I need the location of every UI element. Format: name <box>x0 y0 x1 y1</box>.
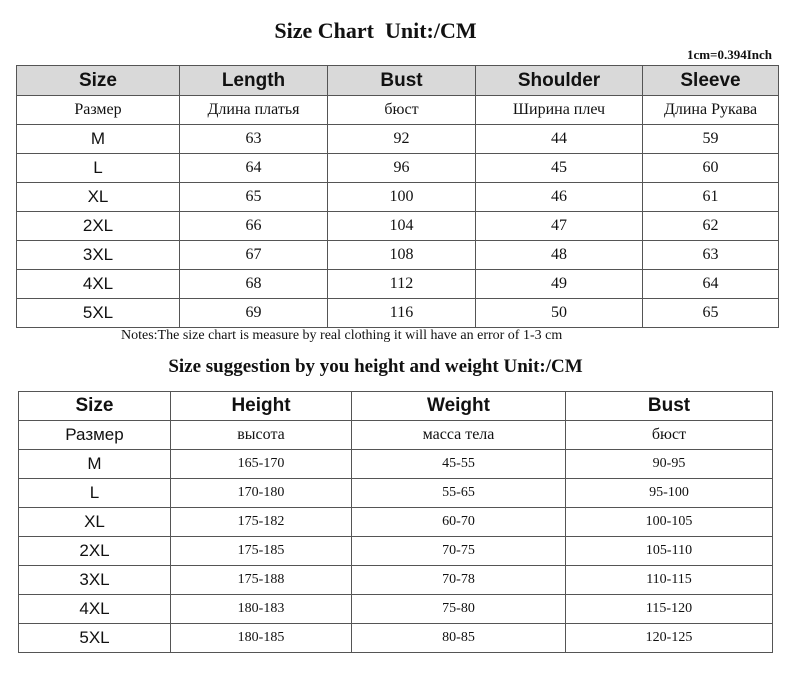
suggestion-value-cell: 180-185 <box>171 624 352 653</box>
suggestion-row <box>19 479 773 508</box>
size-chart-table <box>16 65 779 328</box>
size-chart-column-subheader: Длина Рукава <box>643 96 779 125</box>
size-chart-size-cell: 5XL <box>17 299 180 328</box>
size-chart-value-cell: 48 <box>476 241 643 270</box>
size-chart-header-row <box>17 66 779 96</box>
size-chart-title: Size Chart Unit:/CM <box>274 18 477 43</box>
suggestion-value-cell: 105-110 <box>566 537 773 566</box>
size-chart-size-cell: XL <box>17 183 180 212</box>
suggestion-value-cell: 170-180 <box>171 479 352 508</box>
suggestion-column-header: Height <box>171 392 352 421</box>
size-chart-value-cell: 112 <box>328 270 476 299</box>
size-chart-row <box>17 299 779 328</box>
suggestion-value-cell: 175-182 <box>171 508 352 537</box>
suggestion-value-cell: 165-170 <box>171 450 352 479</box>
suggestion-subheader-row <box>19 421 773 450</box>
size-chart-value-cell: 44 <box>476 125 643 154</box>
suggestion-value-cell: 45-55 <box>352 450 566 479</box>
suggestion-row <box>19 595 773 624</box>
size-chart-column-header: Shoulder <box>476 66 643 96</box>
size-chart-row <box>17 125 779 154</box>
size-chart-value-cell: 47 <box>476 212 643 241</box>
size-chart-size-cell: M <box>17 125 180 154</box>
size-chart-value-cell: 96 <box>328 154 476 183</box>
suggestion-value-cell: 175-188 <box>171 566 352 595</box>
size-chart-size-cell: 3XL <box>17 241 180 270</box>
suggestion-row <box>19 624 773 653</box>
suggestion-value-cell: 100-105 <box>566 508 773 537</box>
size-chart-column-header: Sleeve <box>643 66 779 96</box>
notes-text: Notes:The size chart is measure by real clothing it will have an error of 1-3 cm <box>121 328 563 343</box>
size-chart-column-subheader: Размер <box>17 96 180 125</box>
size-chart-value-cell: 67 <box>180 241 328 270</box>
size-chart-value-cell: 49 <box>476 270 643 299</box>
size-chart-size-cell: 2XL <box>17 212 180 241</box>
suggestion-value-cell: 70-78 <box>352 566 566 595</box>
size-chart-column-header: Size <box>17 66 180 96</box>
size-chart-value-cell: 116 <box>328 299 476 328</box>
size-chart-row <box>17 241 779 270</box>
size-chart-value-cell: 65 <box>180 183 328 212</box>
suggestion-row <box>19 537 773 566</box>
suggestion-value-cell: 70-75 <box>352 537 566 566</box>
suggestion-column-header: Weight <box>352 392 566 421</box>
size-suggestion-table <box>18 391 773 653</box>
size-chart-value-cell: 63 <box>643 241 779 270</box>
suggestion-row <box>19 566 773 595</box>
suggestion-column-header: Bust <box>566 392 773 421</box>
suggestion-size-cell: M <box>19 450 171 479</box>
suggestion-column-subheader: Размер <box>19 421 171 450</box>
suggestion-column-subheader: бюст <box>566 421 773 450</box>
size-chart-value-cell: 92 <box>328 125 476 154</box>
suggestion-value-cell: 60-70 <box>352 508 566 537</box>
size-chart-value-cell: 61 <box>643 183 779 212</box>
suggestion-value-cell: 115-120 <box>566 595 773 624</box>
size-chart-value-cell: 65 <box>643 299 779 328</box>
size-chart-value-cell: 68 <box>180 270 328 299</box>
size-chart-value-cell: 104 <box>328 212 476 241</box>
size-chart-row <box>17 154 779 183</box>
size-chart-value-cell: 100 <box>328 183 476 212</box>
suggestion-value-cell: 55-65 <box>352 479 566 508</box>
size-chart-column-subheader: Ширина плеч <box>476 96 643 125</box>
size-chart-value-cell: 66 <box>180 212 328 241</box>
size-chart-value-cell: 64 <box>643 270 779 299</box>
size-chart-value-cell: 50 <box>476 299 643 328</box>
suggestion-size-cell: 3XL <box>19 566 171 595</box>
unit-conversion: 1cm=0.394Inch <box>686 47 772 62</box>
size-chart-size-cell: L <box>17 154 180 183</box>
suggestion-row <box>19 508 773 537</box>
suggestion-size-cell: 2XL <box>19 537 171 566</box>
suggestion-value-cell: 90-95 <box>566 450 773 479</box>
suggestion-value-cell: 95-100 <box>566 479 773 508</box>
suggestion-size-cell: L <box>19 479 171 508</box>
size-chart-column-header: Length <box>180 66 328 96</box>
suggestion-size-cell: 5XL <box>19 624 171 653</box>
suggestion-size-cell: 4XL <box>19 595 171 624</box>
suggestion-value-cell: 175-185 <box>171 537 352 566</box>
suggestion-column-subheader: масса тела <box>352 421 566 450</box>
size-suggestion-title: Size suggestion by you height and weight Unit:/CM <box>168 356 583 377</box>
size-chart-column-subheader: Длина платья <box>180 96 328 125</box>
size-chart-row <box>17 270 779 299</box>
size-chart-value-cell: 64 <box>180 154 328 183</box>
suggestion-header-row <box>19 392 773 421</box>
size-chart-value-cell: 59 <box>643 125 779 154</box>
suggestion-value-cell: 75-80 <box>352 595 566 624</box>
size-chart-size-cell: 4XL <box>17 270 180 299</box>
suggestion-value-cell: 80-85 <box>352 624 566 653</box>
suggestion-row <box>19 450 773 479</box>
size-chart-column-header: Bust <box>328 66 476 96</box>
suggestion-column-subheader: высота <box>171 421 352 450</box>
size-chart-value-cell: 62 <box>643 212 779 241</box>
size-chart-value-cell: 108 <box>328 241 476 270</box>
size-chart-value-cell: 63 <box>180 125 328 154</box>
size-chart-value-cell: 69 <box>180 299 328 328</box>
size-chart-value-cell: 45 <box>476 154 643 183</box>
suggestion-size-cell: XL <box>19 508 171 537</box>
suggestion-value-cell: 120-125 <box>566 624 773 653</box>
suggestion-value-cell: 110-115 <box>566 566 773 595</box>
suggestion-value-cell: 180-183 <box>171 595 352 624</box>
size-chart-value-cell: 60 <box>643 154 779 183</box>
size-chart-column-subheader: бюст <box>328 96 476 125</box>
size-chart-value-cell: 46 <box>476 183 643 212</box>
size-chart-row <box>17 183 779 212</box>
suggestion-column-header: Size <box>19 392 171 421</box>
size-chart-row <box>17 212 779 241</box>
size-chart-subheader-row <box>17 96 779 125</box>
